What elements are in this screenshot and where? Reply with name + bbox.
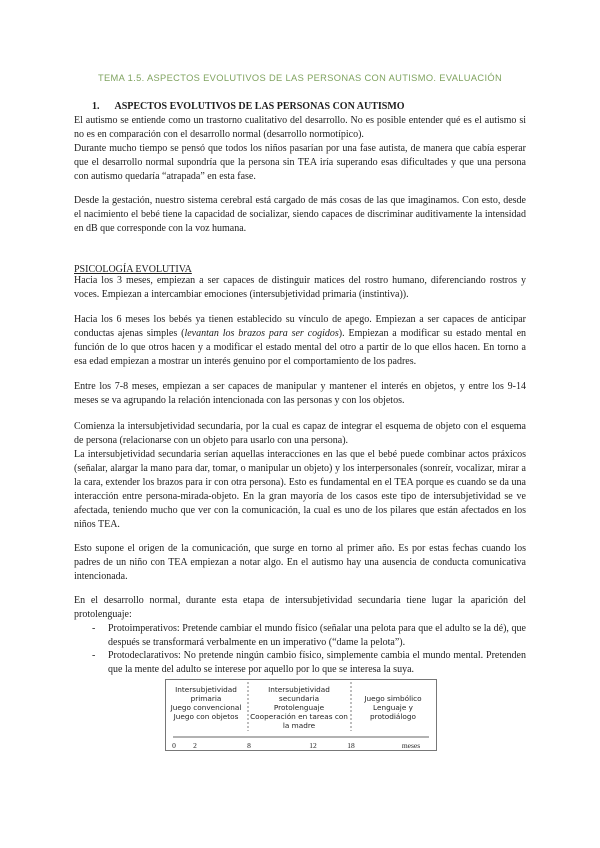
bullet-marker: - — [92, 650, 96, 661]
paragraph: Durante mucho tiempo se pensó que todos los niños pasarían por una fase autista, de manera que cabía esperar que el desarrollo normal supondría que la persona sin TEA iría superando esas dificultades y que una persona con autismo quedaría “atrapada” en esta fase. — [74, 143, 526, 182]
document-title: TEMA 1.5. ASPECTOS EVOLUTIVOS DE LAS PERSONAS CON AUTISMO. EVALUACIÓN — [97, 73, 503, 83]
stage1-line: Intersubjetividad — [175, 685, 237, 694]
paragraph: La intersubjetividad secundaria serían aquellas interacciones en las que el bebé puede combinar actos práxicos (señalar, alargar la mano para dar, tomar, o manipular un objeto) y los interpersonales (sonreír, vocalizar, mirar a la cara, extender los brazos para ir con otra persona). Esto es fundamental en el TEA porque es cuando se da una interacción entre persona-mirada-objeto. En la gran mayoría de los casos este tipo de intersubjetividad se ve afectada, teniendo mucho que ver con la comunicación, la cual es uno de los pilares que están afectados en los niños TEA. — [74, 449, 526, 530]
development-timeline-diagram — [165, 679, 437, 751]
heading-number: 1. — [92, 101, 100, 112]
stage1-line: primaria — [190, 694, 222, 703]
paragraph: Comienza la intersubjetividad secundaria, por la cual es capaz de integrar el esquema de objeto con el esquema de persona (relacionarse con un objeto para usarlo con una persona). — [74, 421, 526, 446]
timeline-tick-label: 2 — [193, 741, 197, 750]
paragraph: El autismo se entiende como un trastorno cualitativo del desarrollo. No es posible entender qué es el autismo si no es en comparación con el desarrollo normal (desarrollo normotípico). — [74, 115, 526, 140]
timeline-tick-label: 8 — [247, 741, 251, 750]
paragraph: Desde la gestación, nuestro sistema cerebral está cargado de más cosas de las que imaginamos. Con esto, desde el nacimiento el bebé tiene la capacidad de socializar, siendo capaces de discriminar auditivamente la intensidad en dB que corresponde con la voz humana. — [74, 195, 526, 234]
emphasis-text: levantan los brazos para ser cogidos — [184, 327, 339, 339]
paragraph-text: Hacia los 6 meses los bebés ya tienen establecido su vínculo de apego. Empiezan a ser capaces de anticipar conductas ajenas simples ( — [74, 314, 526, 339]
timeline-tick-label: 18 — [347, 741, 355, 750]
paragraph-text: ). Empiezan a modificar su estado mental en función de lo que otros hacen y a modificar el estado mental del otro a partir de lo que ellos hacen. En torno a esa edad empiezan a mostrar un interés genuino por el comportamiento de los padres. — [74, 327, 527, 367]
bullet-text: Protoimperativos: Pretende cambiar el mundo físico (señalar una pelota para que el adulto se la dé), que después se transformará verbalmente en un imperativo (“dame la pelota”). — [108, 623, 526, 648]
bullet-text: Protodeclarativos: No pretende ningún cambio físico, simplemente cambia el mundo mental. Pretenden que la mente del adulto se interese por aquello por lo que se interesa la suya. — [108, 650, 526, 675]
stage3-line: protodiálogo — [370, 712, 416, 721]
subsection-heading: PSICOLOGÍA EVOLUTIVA — [74, 264, 192, 275]
timeline-unit-label: meses — [401, 741, 421, 750]
timeline-tick-label: 12 — [309, 741, 317, 750]
paragraph — [74, 313, 526, 369]
stage2-line: Cooperación en tareas con — [250, 712, 348, 721]
stage1-line: Juego convencional — [170, 703, 242, 712]
heading-text: ASPECTOS EVOLUTIVOS DE LAS PERSONAS CON AUTISMO — [114, 101, 405, 112]
stage2-line: Protolenguaje — [273, 703, 325, 712]
stage2-line: Intersubjetividad — [268, 685, 330, 694]
stage1-line: Juego con objetos — [173, 712, 239, 721]
stage2-line: secundaria — [278, 694, 320, 703]
stage3-line: Juego simbólico — [364, 694, 422, 703]
timeline-tick-label: 0 — [172, 741, 176, 750]
stage2-line: la madre — [282, 721, 316, 730]
stage3-line: Lenguaje y — [373, 703, 413, 712]
paragraph: En el desarrollo normal, durante esta etapa de intersubjetividad secundaria tiene lugar la aparición del protolenguaje: — [74, 595, 526, 620]
bullet-marker: - — [92, 623, 96, 634]
paragraph: Esto supone el origen de la comunicación, que surge en torno al primer año. Es por estas fechas cuando los padres de un niño con TEA empiezan a notar algo. En el autismo hay una ausencia de conducta comunicativa intencionada. — [74, 543, 526, 582]
paragraph: Entre los 7-8 meses, empiezan a ser capaces de manipular y mantener el interés en objetos, y entre los 9-14 meses se va agrupando la relación intencionada con las personas y con los objetos. — [74, 381, 526, 406]
section-heading — [92, 101, 405, 112]
paragraph: Hacia los 3 meses, empiezan a ser capaces de distinguir matices del rostro humano, diferenciando rostros y voces. Empiezan a intercambiar emociones (intersubjetividad primaria (instintiva)). — [74, 275, 526, 300]
